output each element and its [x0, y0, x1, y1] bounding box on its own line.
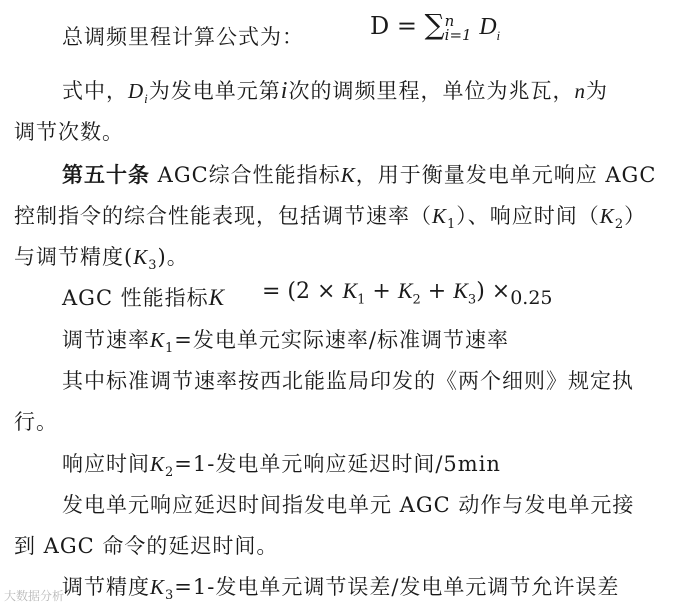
- var-D-sub: i: [144, 91, 149, 107]
- var-K1-sub: 1: [357, 292, 366, 308]
- var-K3-sub: 3: [148, 258, 158, 274]
- formula-plus: +: [420, 279, 454, 304]
- sum-term: D: [479, 14, 497, 40]
- rate-definition-line: [62, 325, 509, 355]
- var-D: D: [128, 79, 145, 103]
- var-K1: K: [342, 278, 358, 303]
- formula-plus: +: [365, 279, 398, 304]
- sum-term-sub: i: [496, 27, 501, 43]
- var-K3-sub: 3: [467, 292, 477, 308]
- text-span: 响应时间: [62, 452, 150, 476]
- text-span: 与调节精度(: [14, 245, 134, 269]
- var-K1-sub: 1: [165, 341, 175, 357]
- definition-line-cont: 调节次数。: [14, 120, 124, 144]
- delay-definition-line: 发电单元响应延迟时间指发电单元 AGC 动作与发电单元接: [62, 493, 635, 517]
- var-K2: K: [397, 278, 413, 303]
- var-K2-sub: 2: [614, 217, 625, 233]
- article-heading: 第五十条: [62, 162, 150, 187]
- text-span: ，用于衡量发电单元响应 AGC: [355, 163, 657, 187]
- article-50-line-2: [14, 201, 646, 231]
- var-K3: K: [453, 278, 468, 303]
- var-K2-sub: 2: [412, 292, 421, 308]
- var-K1-sub: 1: [447, 217, 457, 233]
- var-K3: K: [150, 575, 166, 599]
- article-50-line: [62, 160, 656, 190]
- formula-intro-text: 总调频里程计算公式为：: [62, 25, 304, 49]
- text-span: 为发电单元第: [148, 79, 281, 103]
- total-mileage-formula: [370, 8, 500, 42]
- definition-line: [62, 76, 608, 106]
- var-K2: K: [599, 204, 615, 228]
- text-span: 调节速率: [62, 328, 150, 352]
- text-span: 控制指令的综合性能表现，包括调节速率（: [14, 204, 432, 228]
- text-span: 调节精度: [62, 575, 150, 599]
- formula-part: = (2 ×: [262, 279, 343, 304]
- accuracy-line: [62, 572, 619, 602]
- text-span: =1-发电单元调节误差/发电单元调节允许误差: [174, 575, 620, 599]
- var-K3: K: [133, 245, 149, 269]
- var-K1: K: [432, 204, 448, 228]
- text-span: AGC综合性能指标: [150, 163, 341, 187]
- text-span: ）、响应时间（: [456, 204, 600, 228]
- var-K3-sub: 3: [165, 588, 175, 604]
- watermark: 大数据分析: [4, 589, 65, 603]
- var-K1: K: [150, 328, 166, 352]
- var-K: K: [208, 285, 226, 310]
- text-span: =发电单元实际速率/标准调节速率: [174, 328, 509, 352]
- performance-index-line: [62, 283, 225, 313]
- sum-lower: i=1: [444, 25, 472, 44]
- var-n: n: [574, 79, 586, 103]
- text-span: 式中，: [62, 79, 128, 103]
- text-span: ）: [624, 204, 647, 228]
- standard-rate-line: 其中标准调节速率按西北能监局印发的《两个细则》规定执: [62, 369, 634, 393]
- text-span: 为: [585, 79, 608, 103]
- formula-lhs: D: [370, 12, 390, 40]
- text-span: 次的调频里程，单位为兆瓦，: [288, 79, 575, 103]
- formula-coefficient: 0.25: [510, 287, 553, 309]
- performance-index-formula: [262, 278, 553, 309]
- formula-eq: =: [396, 12, 417, 40]
- text-span: =1-发电单元响应延迟时间/5min: [174, 452, 501, 476]
- response-time-line: [62, 449, 501, 479]
- var-i: i: [280, 78, 289, 104]
- text-span: AGC 性能指标: [62, 286, 209, 310]
- var-K2-sub: 2: [165, 465, 175, 481]
- sum-upper: n: [444, 11, 455, 30]
- article-50-line-3: [14, 242, 189, 272]
- text-span: )。: [157, 245, 189, 269]
- formula-close: ) ×: [476, 279, 511, 304]
- var-K2: K: [150, 452, 166, 476]
- standard-rate-line-cont: 行。: [14, 410, 58, 434]
- sum-symbol: ∑: [424, 8, 445, 41]
- delay-definition-line-cont: 到 AGC 命令的延迟时间。: [14, 534, 279, 558]
- var-K: K: [340, 163, 356, 187]
